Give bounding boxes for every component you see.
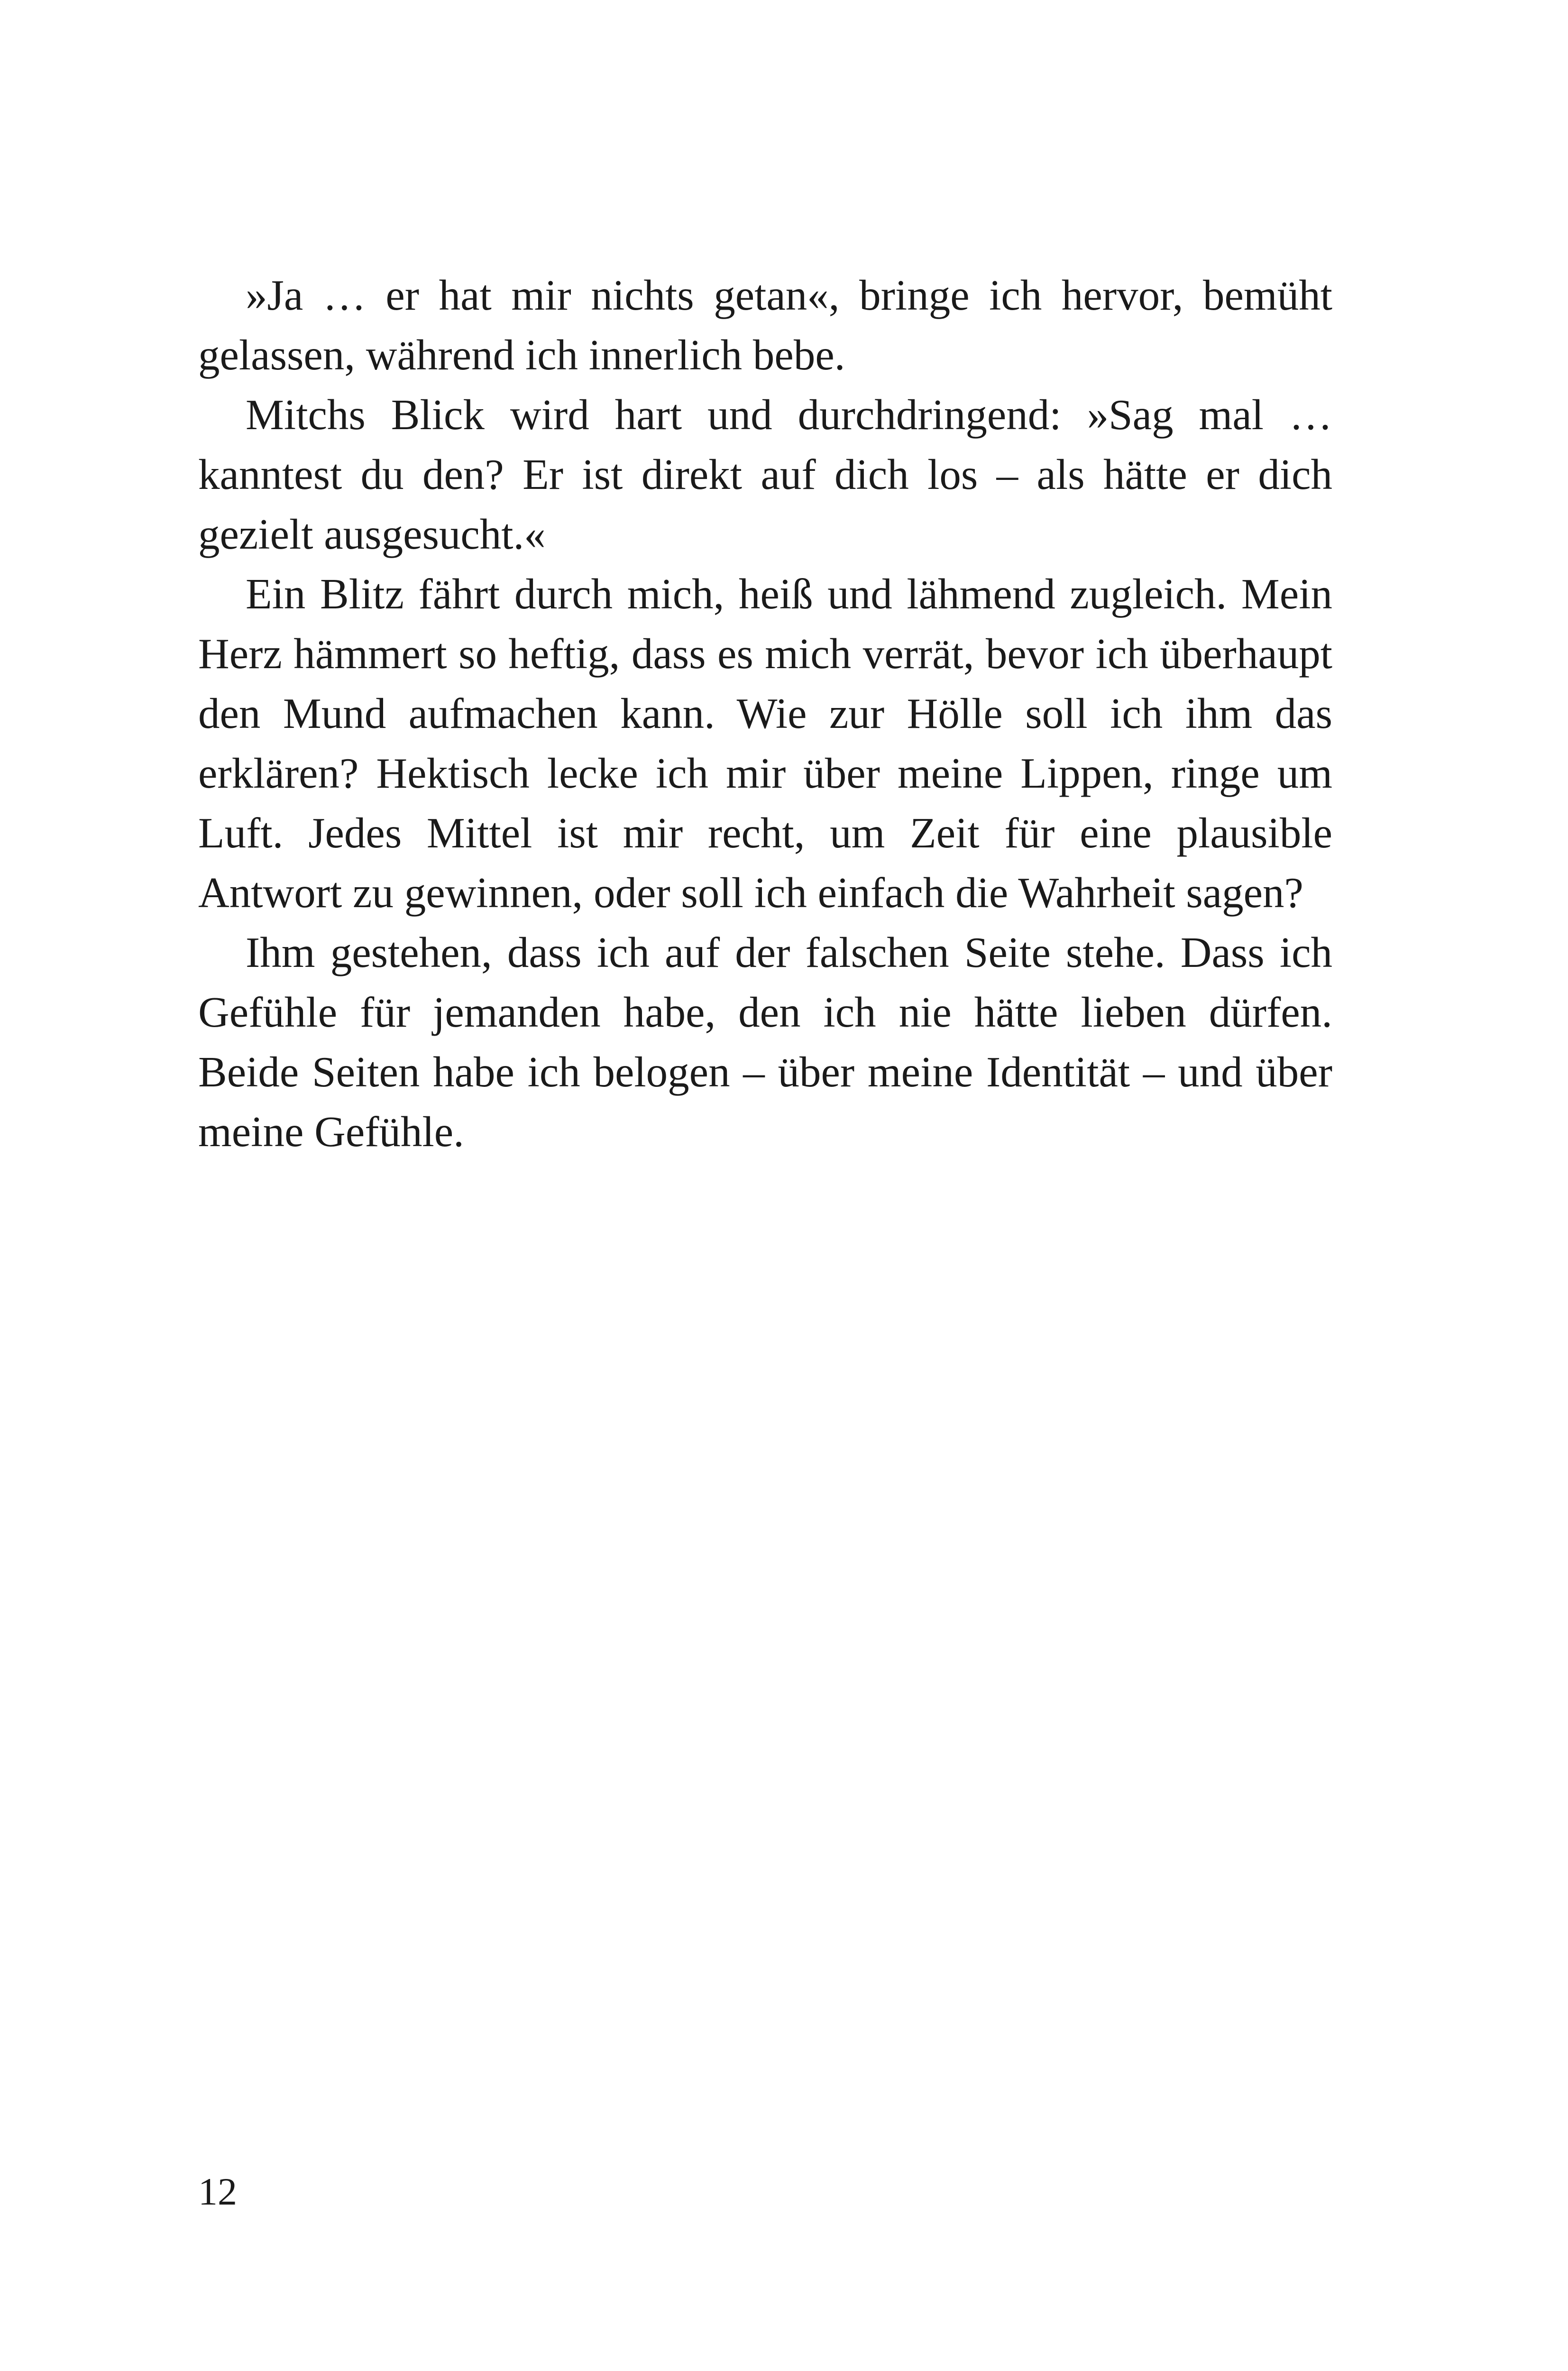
body-text — [198, 266, 1332, 1162]
paragraph-4: Ihm gestehen, dass ich auf der falschen Seite stehe. Dass ich Gefühle für jemanden habe, den ich nie hätte lieben dürfen. Beide Seiten habe ich belogen – über meine Identität – und über meine Gefühle. — [198, 928, 1332, 1156]
paragraph-1: »Ja … er hat mir nichts getan«, bringe ich hervor, bemüht gelassen, während ich innerlich bebe. — [198, 271, 1332, 379]
page-number: 12 — [198, 2170, 237, 2213]
paragraph-3: Ein Blitz fährt durch mich, heiß und lähmend zugleich. Mein Herz hämmert so heftig, dass es mich verrät, bevor ich überhaupt den Mund aufmachen kann. Wie zur Hölle soll ich ihm das erklären? Hektisch lecke ich mir über meine Lippen, ringe um Luft. Jedes Mittel ist mir recht, um Zeit für eine plausible Antwort zu gewinnen, oder soll ich einfach die Wahrheit sagen? — [198, 570, 1332, 917]
paragraph-2: Mitchs Blick wird hart und durchdringend: »Sag mal … kanntest du den? Er ist direkt auf dich los – als hätte er dich gezielt ausgesucht.« — [198, 391, 1332, 558]
